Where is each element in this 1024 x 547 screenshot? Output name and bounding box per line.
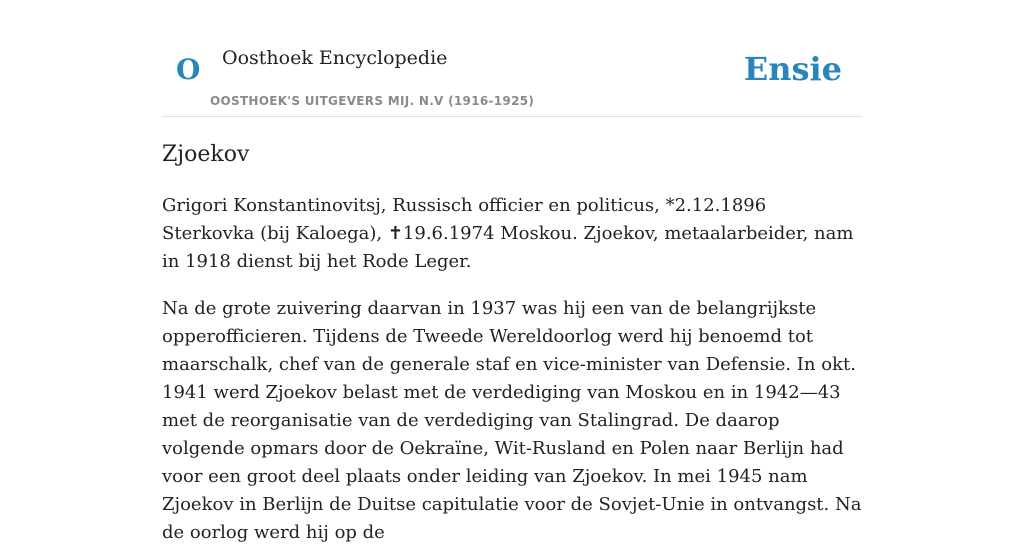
article-paragraph: Grigori Konstantinovitsj, Russisch officier en politicus, *2.12.1896 Sterkovka (bij Kaloega), ✝19.6.1974 Moskou. Zjoekov, metaalarbeider, nam in 1918 dienst bij het Rode Leger. — [162, 195, 854, 272]
site-title[interactable]: Oosthoek Encyclopedie — [222, 47, 448, 69]
brand-logo-link[interactable]: Ensie — [743, 50, 842, 88]
article — [162, 138, 862, 547]
site-header — [162, 0, 862, 117]
article-title: Zjoekov — [162, 142, 250, 167]
logo-icon[interactable]: O — [176, 53, 201, 86]
site-subtitle: OOSTHOEK'S UITGEVERS MIJ. N.V (1916-1925) — [210, 94, 535, 108]
article-paragraph: Na de grote zuivering daarvan in 1937 was hij een van de belangrijkste opperofficieren. Tijdens de Tweede Wereldoorlog werd hij benoemd tot maarschalk, chef van de generale staf en vice-minister van Defensie. In okt. 1941 werd Zjoekov belast met de verdediging van Moskou en in 1942—43 met de reorganisatie van de verdediging van Stalingrad. De daarop volgende opmars door de Oekraïne, Wit-Rusland en Polen naar Berlijn had voor een groot deel plaats onder leiding van Zjoekov. In mei 1945 nam Zjoekov in Berlijn de Duitse capitulatie voor de Sovjet-Unie in ontvangst. Na de oorlog werd hij op de — [162, 298, 862, 543]
